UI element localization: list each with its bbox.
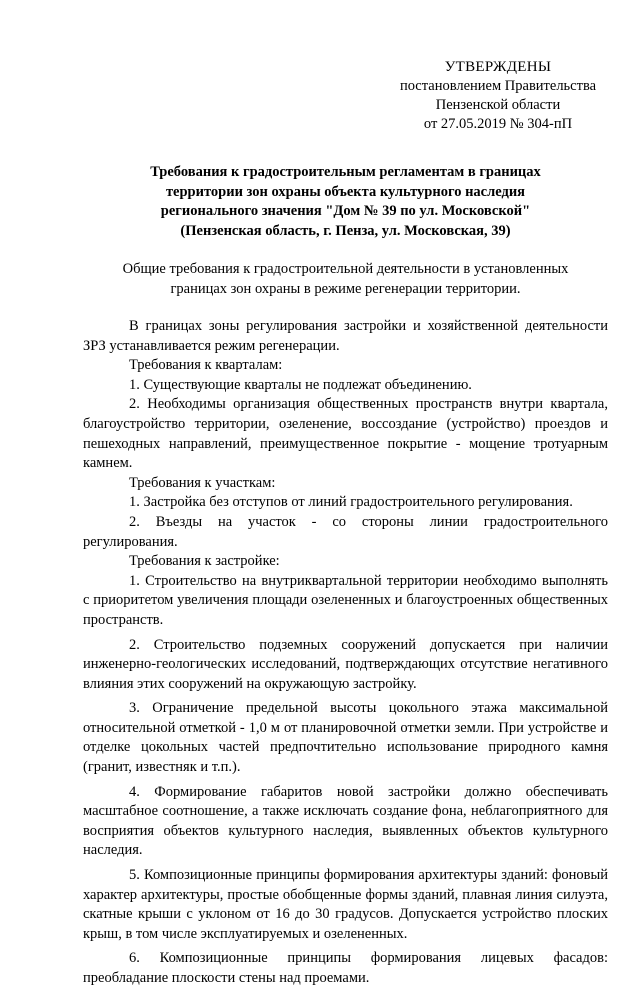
section-heading-plots: Требования к участкам: [129, 474, 276, 491]
section-heading-buildings: Требования к застройке: [129, 553, 280, 570]
subtitle-line: границах зон охраны в режиме регенерации территории. [170, 280, 521, 297]
plots-item-1: 1. Застройка без отступов от линий градостроительного регулирования. [129, 494, 573, 511]
title-line: Требования к градостроительным регламентам в границах [150, 164, 541, 180]
buildings-item-4: 4. Формирование габаритов новой застройки должно обеспечивать масштабное соотношение, а также исключать создание фона, неблагоприятного для восприятия объектов культурного наследия, выявленных объектов культурного наследия. [83, 783, 608, 859]
blocks-item-2: 2. Необходимы организация общественных пространств внутри квартала, благоустройство территории, озеленение, воссоздание (устройство) проездов и пешеходных направлений, преимущественное покрытие - мощение тротуарным камнем. [83, 396, 608, 472]
document-body [83, 317, 608, 989]
buildings-item-6: 6. Композиционные принципы формирования лицевых фасадов: преобладание плоскости стены над проемами. [83, 950, 608, 986]
section-subtitle [83, 260, 608, 299]
blocks-item-1: 1. Существующие кварталы не подлежат объединению. [129, 376, 472, 393]
approval-block [387, 58, 609, 134]
title-line: (Пензенская область, г. Пенза, ул. Московская, 39) [180, 222, 511, 239]
approval-line: постановлением Правительства [399, 78, 597, 94]
document-title [83, 163, 608, 241]
buildings-item-5: 5. Композиционные принципы формирования архитектуры зданий: фоновый характер архитектуры, простые обобщенные формы зданий, плавная линия силуэта, скатные крыши с уклоном от 16 до 30 градусов. Допускается устройство плоских крыш, в том числе эксплуатируемых и озелененных. [83, 867, 608, 942]
subtitle-line: Общие требования к градостроительной деятельности в установленных [122, 261, 569, 277]
section-heading-blocks: Требования к кварталам: [129, 357, 283, 374]
buildings-item-2: 2. Строительство подземных сооружений допускается при наличии инженерно-геологических исследований, подтверждающих отсутствие негативного влияния этих сооружений на окружающую застройку. [83, 636, 608, 692]
approval-line: Пензенской области [435, 97, 561, 113]
buildings-item-3: 3. Ограничение предельной высоты цокольного этажа максимальной относительной отметкой - 1,0 м от планировочной отметки земли. При устройстве и отделке цокольных частей предпочтительно использование природного камня (гранит, известняк и т.п.). [83, 700, 608, 776]
title-line: территории зон охраны объекта культурного наследия [165, 183, 526, 200]
buildings-item-1: 1. Строительство на внутриквартальной территории необходимо выполнять с приоритетом увеличения площади озелененных и благоустроенных общественных пространств. [83, 572, 608, 628]
title-line: регионального значения "Дом № 39 по ул. Московской" [160, 203, 531, 219]
intro-paragraph: В границах зоны регулирования застройки и хозяйственной деятельности ЗРЗ устанавливается режим регенерации. [83, 318, 608, 354]
approval-line: от 27.05.2019 № 304-пП [423, 116, 573, 132]
plots-item-2: 2. Въезды на участок - со стороны линии градостроительного регулирования. [83, 513, 608, 550]
approval-heading: УТВЕРЖДЕНЫ [444, 59, 552, 75]
